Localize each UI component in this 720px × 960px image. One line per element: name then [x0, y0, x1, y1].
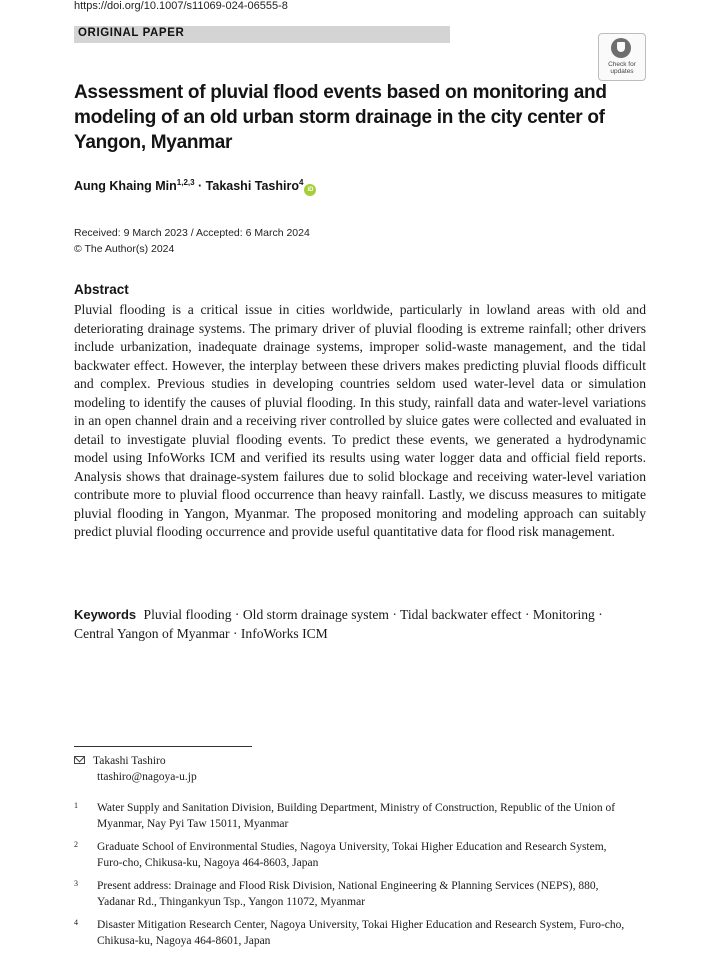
affiliation-item	[74, 800, 634, 832]
affiliation-number: 1	[74, 801, 78, 810]
paper-title: Assessment of pluvial flood events based on monitoring and modeling of an old urban storm drainage in the city center of Yangon, Myanmar	[74, 82, 607, 153]
copyright-notice: © The Author(s) 2024	[74, 243, 175, 255]
corresponding-author-email[interactable]: ttashiro@nagoya-u.jp	[97, 771, 197, 783]
doi-link[interactable]: https://doi.org/10.1007/s11069-024-06555-8	[74, 0, 288, 12]
article-history	[74, 225, 310, 257]
received-accepted-dates: Received: 9 March 2023 / Accepted: 6 March 2024	[74, 227, 310, 239]
keywords-block	[74, 605, 646, 643]
section-band	[74, 26, 450, 43]
check-updates-label: Check for updates	[608, 61, 636, 75]
affiliation-number: 3	[74, 879, 78, 888]
envelope-icon	[74, 756, 85, 764]
affiliation-item	[74, 878, 634, 910]
author-separator: ·	[194, 179, 206, 193]
author-name[interactable]: Aung Khaing Min	[74, 179, 177, 193]
corresponding-author-name: Takashi Tashiro	[93, 755, 166, 767]
author-list	[74, 178, 316, 196]
keywords-heading: Keywords	[74, 607, 137, 622]
affiliation-text: Graduate School of Environmental Studies, Nagoya University, Tokai Higher Education and Research System, Furo-cho, Chikusa-ku, Nagoya 464-8603, Japan	[97, 841, 607, 869]
affiliation-text: Disaster Mitigation Research Center, Nagoya University, Tokai Higher Education and Research System, Furo-cho, Chikusa-ku, Nagoya 464-8601, Japan	[97, 919, 625, 947]
orcid-icon[interactable]: iD	[304, 184, 316, 196]
affiliation-text: Present address: Drainage and Flood Risk Division, National Engineering & Planning Services (NEPS), 880, Yadanar Rd., Thingankyun Tsp., Yangon 11072, Myanmar	[97, 880, 599, 908]
check-for-updates-button[interactable]	[598, 33, 646, 81]
author-affiliation-marks: 1,2,3	[176, 178, 195, 187]
corresponding-author	[74, 753, 197, 785]
affiliation-number: 4	[74, 918, 78, 927]
check-updates-icon	[611, 38, 631, 58]
keywords-list: Pluvial flooding · Old storm drainage system · Tidal backwater effect · Monitoring · Central Yangon of Myanmar · InfoWorks ICM	[74, 607, 603, 641]
affiliation-number: 2	[74, 840, 78, 849]
section-label: ORIGINAL PAPER	[78, 27, 185, 39]
footnote-divider	[74, 746, 252, 747]
affiliation-text: Water Supply and Sanitation Division, Building Department, Ministry of Construction, Republic of the Union of Myanmar, Nay Pyi Taw 15011, Myanmar	[97, 802, 616, 830]
affiliation-item	[74, 917, 634, 949]
abstract-text: Pluvial flooding is a critical issue in cities worldwide, particularly in lowland areas with old and deteriorating drainage systems. The primary driver of pluvial flooding is extreme rainfall; other drivers include urbanization, inadequate drainage systems, improper solid-waste management, and the tidal backwater effect. However, the interplay between these drivers makes predicting pluvial floods difficult and complex. Previous studies in developing countries seldom used water-level data or simulation modeling to identify the causes of pluvial flooding. In this study, rainfall data and water-level variations in an open channel drain and a receiving river controlled by sluice gates were collected and evaluated in detail to investigate pluvial flooding events. To predict these events, we generated a hydrodynamic model using InfoWorks ICM and verified its results using water logger data and official field reports. Analysis shows that drainage-system failures due to solid blockage and receiving water-level variation contribute more to pluvial flood occurrence than heavy rainfall. Lastly, we discuss measures to mitigate pluvial flooding in Yangon, Myanmar. The proposed monitoring and modeling approach can suitably predict pluvial flooding occurrence and provide useful quantitative data for flood risk management.	[74, 302, 646, 539]
affiliation-item	[74, 839, 634, 871]
abstract-heading: Abstract	[74, 282, 129, 297]
author-affiliation-marks: 4	[299, 178, 304, 187]
author-name[interactable]: Takashi Tashiro	[205, 179, 299, 193]
